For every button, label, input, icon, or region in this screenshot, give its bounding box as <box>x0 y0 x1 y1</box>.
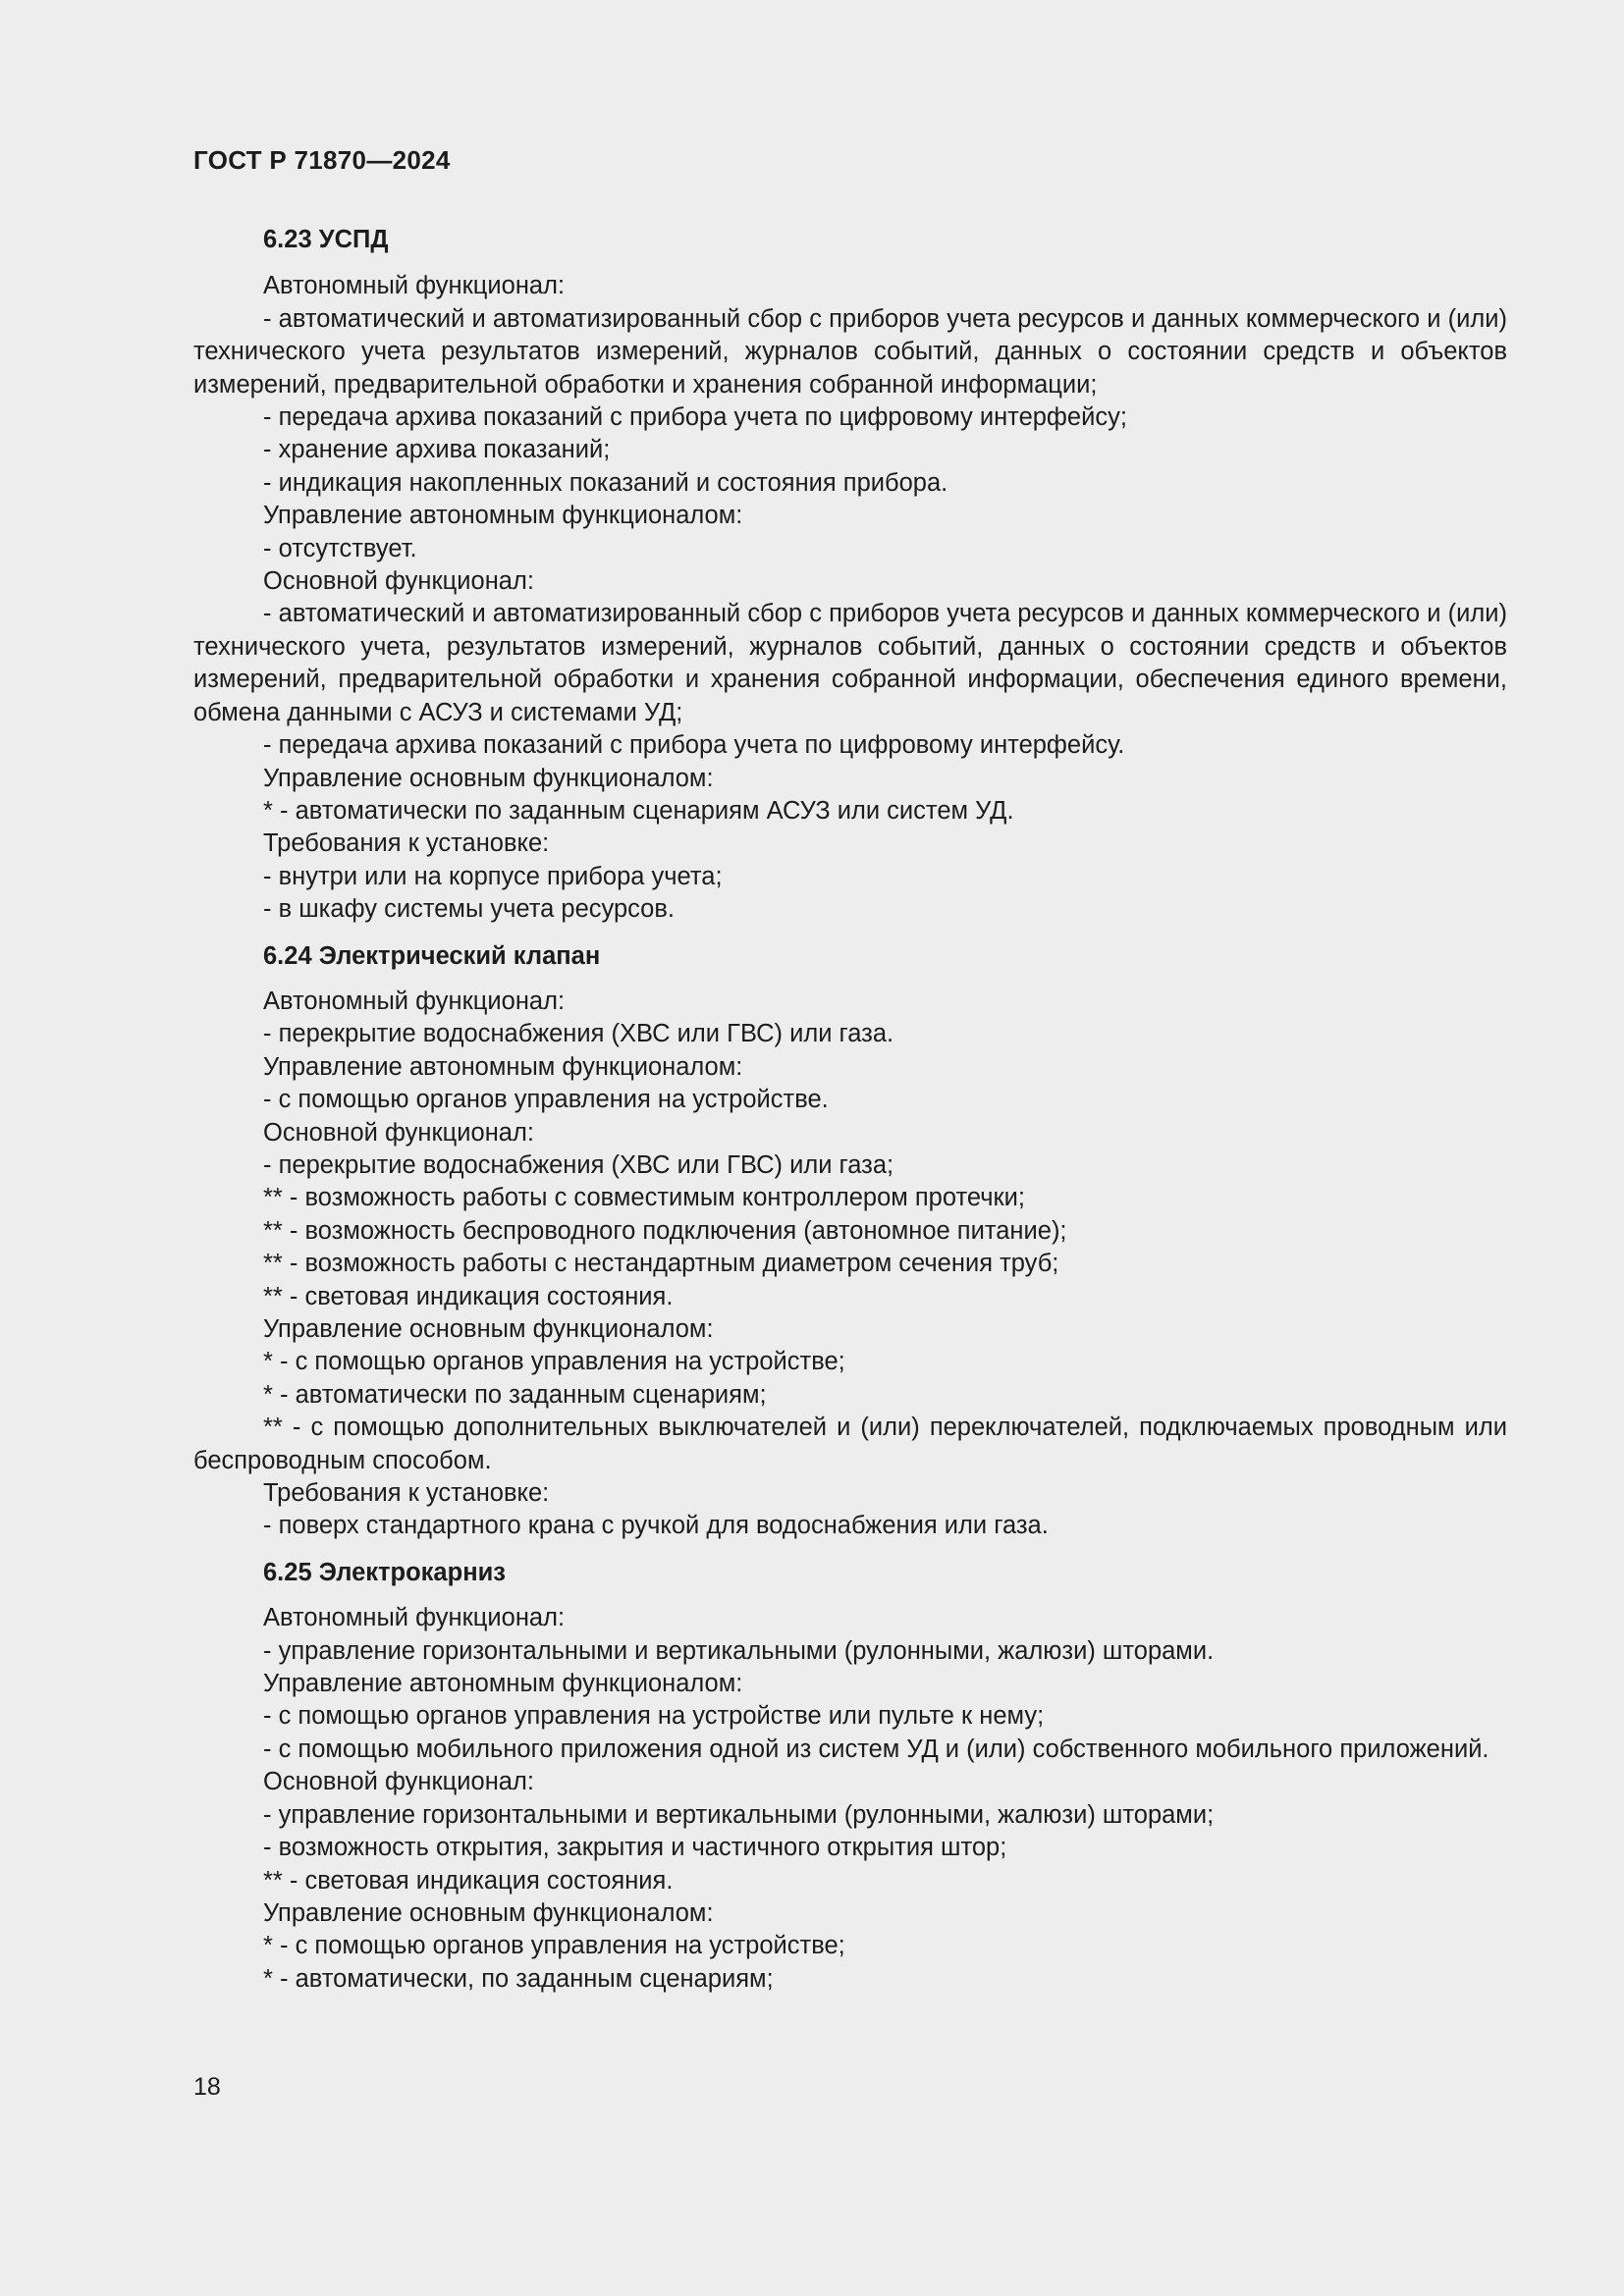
list-item: * - автоматически по заданным сценариям АСУЗ или систем УД. <box>263 796 1014 825</box>
list-item: * - автоматически по заданным сценариям; <box>263 1380 767 1409</box>
paragraph: Управление основным функционалом: <box>263 764 714 792</box>
paragraph: Требования к установке: <box>263 1479 550 1508</box>
paragraph: Автономный функционал: <box>263 987 566 1015</box>
list-item: ** - световая индикация состояния. <box>263 1866 674 1895</box>
section-6-25 <box>193 1557 1507 1996</box>
page-number: 18 <box>193 2073 221 2101</box>
list-item: - управление горизонтальными и вертикальными (рулонными, жалюзи) шторами; <box>263 1800 1215 1829</box>
paragraph: Управление основным функционалом: <box>263 1898 714 1927</box>
list-item: - с помощью органов управления на устройстве. <box>263 1086 829 1114</box>
section-6-23 <box>193 224 1507 927</box>
paragraph: Автономный функционал: <box>263 272 566 300</box>
list-item: - перекрытие водоснабжения (ХВС или ГВС) или газа. <box>263 1020 894 1048</box>
list-item: - передача архива показаний с прибора учета по цифровому интерфейсу; <box>263 403 1127 432</box>
list-item: - управление горизонтальными и вертикальными (рулонными, жалюзи) шторами. <box>263 1636 1215 1665</box>
paragraph: Автономный функционал: <box>263 1604 566 1632</box>
list-item: - автоматический и автоматизированный сбор с приборов учета ресурсов и данных коммерческого и (или) технического учета результатов измерений, журналов событий, данных о состоянии средств и объектов измерений, предварительной обработки и хранения собранной информации; <box>193 304 1507 399</box>
paragraph: Основной функционал: <box>263 567 534 596</box>
list-item: - передача архива показаний с прибора учета по цифровому интерфейсу. <box>263 731 1125 760</box>
list-item: - хранение архива показаний; <box>263 436 611 464</box>
section-title: 6.25 Электрокарниз <box>263 1558 506 1586</box>
list-item: * - с помощью органов управления на устройстве; <box>263 1932 845 1960</box>
list-item: * - автоматически, по заданным сценариям; <box>263 1964 774 1993</box>
paragraph: Основной функционал: <box>263 1118 534 1147</box>
list-item: - поверх стандартного крана с ручкой для водоснабжения или газа. <box>263 1512 1049 1540</box>
document-code: ГОСТ Р 71870—2024 <box>193 145 451 175</box>
paragraph: Основной функционал: <box>263 1768 534 1796</box>
document-body <box>193 224 1507 1996</box>
list-item: ** - возможность работы с совместимым контроллером протечки; <box>263 1184 1025 1212</box>
list-item: - в шкафу системы учета ресурсов. <box>263 895 675 924</box>
section-title: 6.24 Электрический клапан <box>263 941 601 970</box>
list-item: ** - возможность беспроводного подключения (автономное питание); <box>263 1216 1067 1245</box>
list-item: ** - световая индикация состояния. <box>263 1282 674 1310</box>
paragraph: Управление автономным функционалом: <box>263 1670 743 1698</box>
list-item: * - с помощью органов управления на устройстве; <box>263 1348 845 1376</box>
list-item: - возможность открытия, закрытия и частичного открытия штор; <box>263 1834 1007 1862</box>
list-item: - с помощью органов управления на устройстве или пульте к нему; <box>263 1702 1045 1731</box>
list-item: - автоматический и автоматизированный сбор с приборов учета ресурсов и данных коммерческого и (или) технического учета, результатов измерений, журналов событий, данных о состоянии средств и объектов измерений, предварительной обработки и хранения собранной информации, обеспечения единого времени, обмена данными с АСУЗ и системами УД; <box>193 600 1507 726</box>
list-item: ** - возможность работы с нестандартным диаметром сечения труб; <box>263 1250 1059 1278</box>
paragraph: Управление основным функционалом: <box>263 1315 714 1343</box>
list-item: ** - с помощью дополнительных выключателей и (или) переключателей, подключаемых проводным или беспроводным способом. <box>193 1414 1507 1474</box>
list-item: - индикация накопленных показаний и состояния прибора. <box>263 468 948 497</box>
list-item: - отсутствует. <box>263 534 417 562</box>
paragraph: Управление автономным функционалом: <box>263 502 743 530</box>
paragraph: Управление автономным функционалом: <box>263 1052 743 1081</box>
section-title: 6.23 УСПД <box>263 226 389 253</box>
section-6-24 <box>193 940 1507 1543</box>
paragraph: Требования к установке: <box>263 829 550 858</box>
list-item: - перекрытие водоснабжения (ХВС или ГВС) или газа; <box>263 1150 894 1179</box>
list-item: - с помощью мобильного приложения одной из систем УД и (или) собственного мобильного приложений. <box>263 1735 1489 1763</box>
list-item: - внутри или на корпусе прибора учета; <box>263 862 723 890</box>
